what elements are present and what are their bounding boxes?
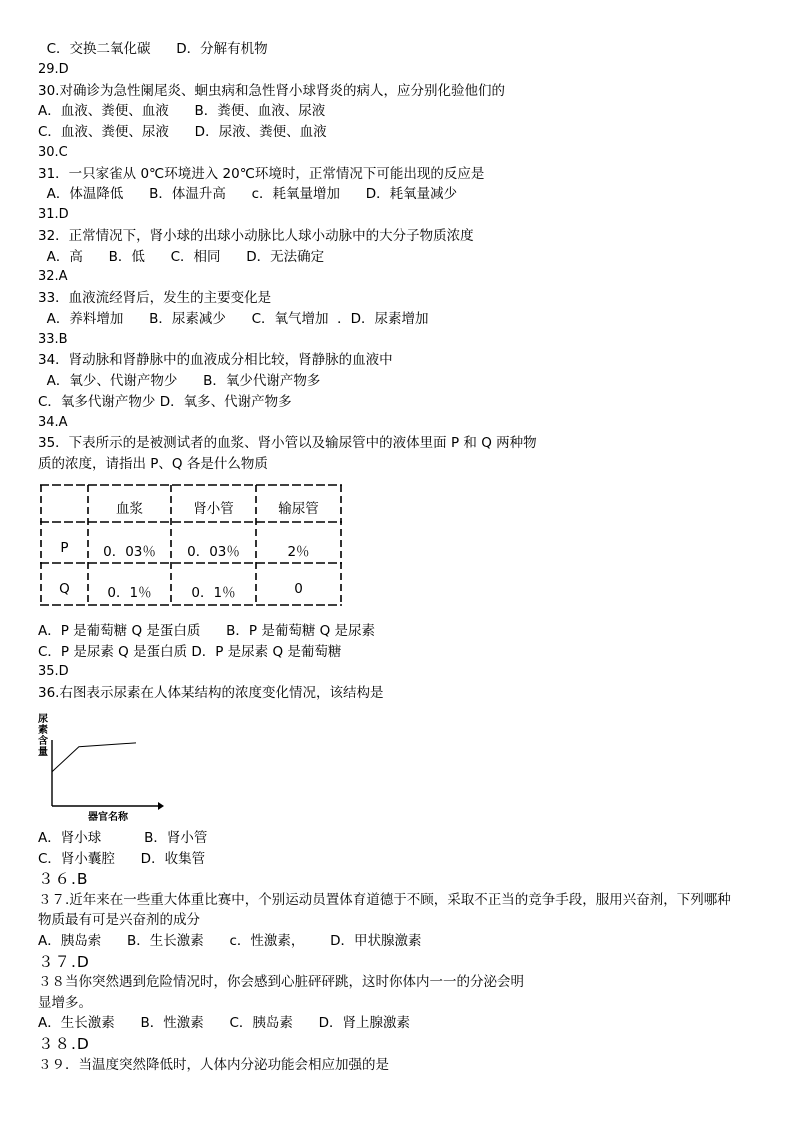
text-line-c-8: 显增多。 [38, 994, 92, 1011]
y-axis-label-4: 量 [38, 747, 48, 758]
text-line-11: 32.A [38, 269, 68, 285]
text-line-16: A．氧少、代谢产物少 B．氧少代谢产物多 [38, 373, 321, 389]
text-line-14: 33.B [38, 331, 68, 347]
urea-chart [36, 710, 166, 822]
cell-q-tubule: 0．1％ [191, 585, 236, 601]
text-line-17: C．氧多代谢产物少 D．氧多、代谢产物多 [38, 393, 292, 410]
concentration-table [38, 481, 344, 609]
x-axis-label: 器官名称 [88, 812, 128, 822]
text-line-c-10: ３８.D [38, 1035, 90, 1053]
text-line-c-9: A．生长激素 B．性激素 C．胰岛素 D．肾上腺激素 [38, 1015, 411, 1032]
text-line-c-5: A．胰岛索 B．生长激素 c．性激素， D．甲状腺激素 [38, 933, 422, 949]
text-line-8: 31.D [38, 207, 69, 222]
text-line-c-6: ３７.D [38, 952, 90, 971]
text-line-19: 35．下表所示的是被测试者的血浆、肾小管以及输尿管中的液体里面 P 和 Q 两种物 [38, 435, 537, 452]
text-line-c-7: ３８当你突然遇到危险情况时，你会感到心脏砰砰跳，这时你体内一一的分泌会明 [38, 974, 524, 991]
text-line-9: 32．正常情况下，肾小球的出球小动脉比人球小动脉中的大分子物质浓度 [38, 227, 474, 244]
urea-series-line [52, 743, 136, 772]
text-line-15: 34．肾动脉和肾静脉中的血液成分相比较，肾静脉的血液中 [38, 352, 393, 369]
text-line-3: A．血液、粪便、血液 B．粪便、血液、尿液 [38, 103, 326, 120]
text-line-20: 质的浓度，请指出 P、Q 各是什么物质 [38, 456, 268, 472]
text-line-b-0: A．P 是葡萄糖 Q 是蛋白质 B．P 是葡萄糖 Q 是尿素 [38, 623, 376, 639]
text-line-2: 30.对确诊为急性阑尾炎、蛔虫病和急性肾小球肾炎的病人，应分别化验他们的 [38, 82, 505, 99]
text-line-4: C．血液、粪便、尿液 D．尿液、粪便、血液 [38, 124, 327, 140]
y-axis-label-1: 尿 [38, 714, 48, 725]
text-line-0: C．交换二氧化碳 D．分解有机物 [38, 41, 268, 57]
text-line-6: 31．一只家雀从 0℃环境进入 20℃环境时，正常情况下可能出现的反应是 [38, 165, 485, 182]
cell-q-plasma: 0．1％ [107, 585, 152, 601]
text-line-c-11: ３９．当温度突然降低时，人体内分泌功能会相应加强的是 [38, 1056, 389, 1073]
cell-q-ureter: 0 [294, 581, 303, 597]
text-line-c-4: 物质最有可是兴奋剂的成分 [38, 912, 200, 929]
row-label-p: P [60, 540, 69, 556]
y-axis-label-3: 含 [38, 736, 48, 747]
chart-svg [36, 710, 166, 822]
text-line-13: A．养料增加 B．尿素减少 C．氧气增加 ．D．尿素增加 [38, 310, 429, 327]
text-line-12: 33．血液流经肾后，发生的主要变化是 [38, 290, 272, 306]
text-line-c-1: C．肾小囊腔 D．收集管 [38, 850, 206, 867]
text-line-1: 29.D [38, 61, 69, 77]
row-label-q: Q [59, 581, 70, 597]
text-line-c-2: ３６.B [38, 870, 89, 889]
header-renal-tubule: 肾小管 [193, 501, 234, 517]
cell-p-plasma: 0．03％ [103, 544, 156, 560]
text-line-7: A．体温降低 B．体温升高 c．耗氧量增加 D．耗氧量减少 [38, 186, 458, 203]
text-line-18: 34.A [38, 414, 68, 430]
header-ureter: 输尿管 [278, 501, 319, 517]
x-axis-arrow [158, 802, 164, 810]
text-line-b-3: 36.右图表示尿素在人体某结构的浓度变化情况，该结构是 [38, 685, 384, 702]
cell-p-ureter: 2％ [287, 544, 310, 560]
text-line-c-3: ３７.近年来在一些重大体重比赛中，个别运动员置体育道德于不顾，采取不正当的竞争手段，服用兴奋剂，下列哪种 [38, 891, 731, 908]
chart-axes [52, 740, 164, 810]
text-line-b-2: 35.D [38, 664, 69, 680]
text-line-5: 30.C [38, 144, 68, 160]
text-line-c-0: A．肾小球 B．肾小管 [38, 830, 208, 846]
header-plasma: 血浆 [116, 501, 143, 517]
y-axis-label-2: 素 [38, 725, 48, 736]
cell-p-tubule: 0．03％ [187, 544, 240, 560]
text-line-b-1: C．P 是尿素 Q 是蛋白质 D．P 是尿素 Q 是葡萄糖 [38, 643, 342, 660]
text-line-10: A．高 B．低 C．相同 D．无法确定 [38, 248, 325, 265]
